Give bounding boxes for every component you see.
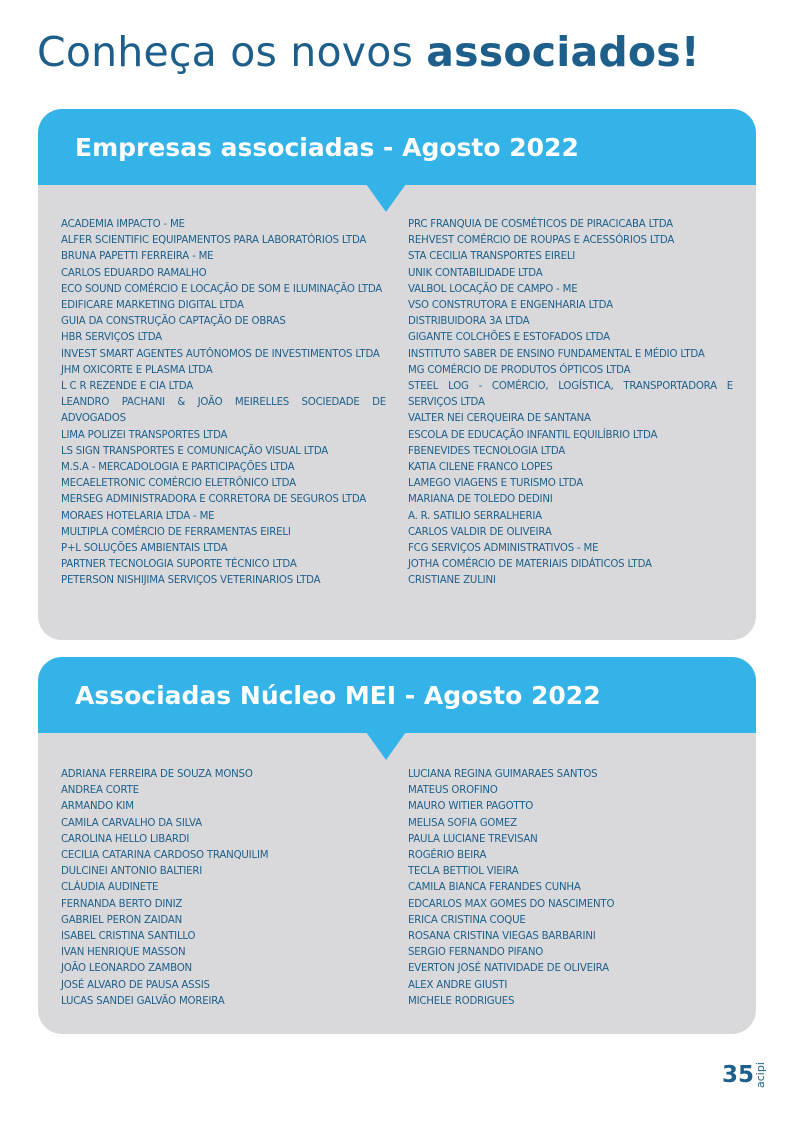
list-item: CAMILA BIANCA FERANDES CUNHA: [408, 882, 581, 894]
list-item: MAURO WITIER PAGOTTO: [408, 801, 534, 813]
list-item: DISTRIBUIDORA 3A LTDA: [408, 316, 530, 328]
list-item: P+L SOLUÇÕES AMBIENTAIS LTDA: [61, 543, 228, 555]
list-item: CAMILA CARVALHO DA SILVA: [61, 817, 202, 829]
list-item: HBR SERVIÇOS LTDA: [61, 332, 162, 344]
list-item: JOTHA COMÉRCIO DE MATERIAIS DIDÁTICOS LTDA: [408, 559, 652, 571]
list-item: MERSEG ADMINISTRADORA E CORRETORA DE SEGUROS LTDA: [61, 494, 367, 506]
list-item: LAMEGO VIAGENS E TURISMO LTDA: [408, 478, 583, 490]
list-item: LS SIGN TRANSPORTES E COMUNICAÇÃO VISUAL LTDA: [61, 445, 329, 457]
list-item: EDCARLOS MAX GOMES DO NASCIMENTO: [408, 898, 615, 910]
list-item: CLÁUDIA AUDINETE: [61, 882, 159, 894]
list-item: JOÃO LEONARDO ZAMBON: [61, 963, 192, 975]
list-item: VALBOL LOCAÇÃO DE CAMPO - ME: [408, 283, 578, 295]
list-item: ISABEL CRISTINA SANTILLO: [61, 931, 196, 943]
list-item: FBENEVIDES TECNOLOGIA LTDA: [408, 445, 566, 457]
list-item: INVEST SMART AGENTES AUTÔNOMOS DE INVESTIMENTOS LTDA: [61, 348, 380, 360]
list-item: MULTIPLA COMÉRCIO DE FERRAMENTAS EIRELI: [61, 526, 291, 538]
list-item: ACADEMIA IMPACTO - ME: [61, 219, 185, 230]
section-header: [38, 657, 756, 733]
list-item: EVERTON JOSÉ NATIVIDADE DE OLIVEIRA: [408, 963, 609, 975]
empresas-associadas-section: [38, 109, 756, 640]
section-header: [38, 109, 756, 185]
list-item: KATIA CILENE FRANCO LOPES: [408, 462, 553, 474]
list-item: GUIA DA CONSTRUÇÃO CAPTAÇÃO DE OBRAS: [61, 316, 286, 328]
company-list-left: [61, 217, 386, 590]
list-item: JHM OXICORTE E PLASMA LTDA: [61, 364, 213, 376]
list-item: PAULA LUCIANE TREVISAN: [408, 833, 538, 845]
list-item: LUCAS SANDEI GALVÃO MOREIRA: [61, 995, 225, 1007]
list-item: PRC FRANQUIA DE COSMÉTICOS DE PIRACICABA LTDA: [408, 219, 673, 230]
list-item: CRISTIANE ZULINI: [408, 575, 496, 587]
list-item: BRUNA PAPETTI FERREIRA - ME: [61, 251, 214, 263]
header-pointer-arrow: [366, 184, 406, 212]
list-item: CARLOS EDUARDO RAMALHO: [61, 267, 207, 279]
list-item: A. R. SATILIO SERRALHERIA: [408, 510, 542, 522]
list-item: MORAES HOTELARIA LTDA - ME: [61, 510, 215, 522]
list-item: IVAN HENRIQUE MASSON: [61, 947, 186, 959]
list-item: MARIANA DE TOLEDO DEDINI: [408, 494, 553, 506]
list-item: ERICA CRISTINA COQUE: [408, 914, 526, 926]
list-item: PETERSON NISHIJIMA SERVIÇOS VETERINARIOS LTDA: [61, 575, 321, 587]
list-item: ECO SOUND COMÉRCIO E LOCAÇÃO DE SOM E ILUMINAÇÃO LTDA: [61, 283, 383, 295]
list-item: FERNANDA BERTO DINIZ: [61, 898, 183, 910]
company-list-right: [408, 217, 733, 590]
list-item: STEEL LOG - COMÉRCIO, LOGÍSTICA, TRANSPORTADORA E SERVIÇOS LTDA: [408, 381, 733, 409]
list-item: CARLOS VALDIR DE OLIVEIRA: [408, 526, 552, 538]
list-item: SERGIO FERNANDO PIFANO: [408, 947, 544, 959]
list-item: EDIFICARE MARKETING DIGITAL LTDA: [61, 300, 244, 312]
list-item: MG COMÉRCIO DE PRODUTOS ÓPTICOS LTDA: [408, 364, 631, 376]
list-item: FCG SERVIÇOS ADMINISTRATIVOS - ME: [408, 543, 599, 555]
list-item: INSTITUTO SABER DE ENSINO FUNDAMENTAL E MÉDIO LTDA: [408, 348, 705, 360]
list-item: ALEX ANDRE GIUSTI: [408, 979, 508, 991]
list-item: M.S.A - MERCADOLOGIA E PARTICIPAÇÕES LTDA: [61, 462, 295, 474]
list-item: ROSANA CRISTINA VIEGAS BARBARINI: [408, 931, 596, 943]
list-item: MICHELE RODRIGUES: [408, 995, 515, 1007]
list-item: REHVEST COMÉRCIO DE ROUPAS E ACESSÓRIOS LTDA: [408, 235, 675, 247]
list-item: LEANDRO PACHANI & JOÃO MEIRELLES SOCIEDADE DE ADVOGADOS: [61, 397, 386, 425]
list-item: ANDREA CORTE: [61, 785, 139, 797]
header-pointer-arrow: [366, 732, 406, 760]
section-title: Empresas associadas - Agosto 2022: [75, 133, 579, 162]
list-item: VALTER NEI CERQUEIRA DE SANTANA: [408, 413, 591, 425]
list-item: TECLA BETTIOL VIEIRA: [408, 866, 519, 878]
list-item: DULCINEI ANTONIO BALTIERI: [61, 866, 203, 878]
list-item: MECAELETRONIC COMÉRCIO ELETRÔNICO LTDA: [61, 478, 296, 490]
list-item: STA CECILIA TRANSPORTES EIRELI: [408, 251, 576, 263]
list-item: PARTNER TECNOLOGIA SUPORTE TÉCNICO LTDA: [61, 559, 297, 571]
list-item: MELISA SOFIA GOMEZ: [408, 817, 517, 829]
list-item: ESCOLA DE EDUCAÇÃO INFANTIL EQUILÍBRIO LTDA: [408, 429, 658, 441]
nucleo-mei-section: [38, 657, 756, 1034]
member-list-left: [61, 767, 386, 1010]
member-list-right: [408, 767, 733, 1010]
list-item: L C R REZENDE E CIA LTDA: [61, 381, 193, 393]
list-item: JOSÉ ALVARO DE PAUSA ASSIS: [61, 979, 210, 991]
list-item: LUCIANA REGINA GUIMARAES SANTOS: [408, 769, 598, 780]
list-item: ADRIANA FERREIRA DE SOUZA MONSO: [61, 769, 253, 780]
list-item: UNIK CONTABILIDADE LTDA: [408, 267, 543, 279]
page-number: 35: [722, 1062, 755, 1088]
page-title-bold: associados!: [426, 28, 700, 76]
page-title-regular: Conheça os novos: [37, 28, 427, 76]
list-item: VSO CONSTRUTORA E ENGENHARIA LTDA: [408, 300, 613, 312]
list-item: ALFER SCIENTIFIC EQUIPAMENTOS PARA LABORATÓRIOS LTDA: [61, 235, 367, 247]
list-item: GIGANTE COLCHÕES E ESTOFADOS LTDA: [408, 332, 610, 344]
list-item: CECILIA CATARINA CARDOSO TRANQUILIM: [61, 850, 269, 862]
list-item: LIMA POLIZEI TRANSPORTES LTDA: [61, 429, 228, 441]
page-title: [37, 28, 700, 76]
list-item: CAROLINA HELLO LIBARDI: [61, 833, 190, 845]
brand-logo-text: acipi: [754, 1062, 767, 1088]
section-title: Associadas Núcleo MEI - Agosto 2022: [75, 681, 601, 710]
list-item: MATEUS OROFINO: [408, 785, 498, 797]
list-item: ARMANDO KIM: [61, 801, 134, 813]
list-item: GABRIEL PERON ZAIDAN: [61, 914, 183, 926]
list-item: ROGÉRIO BEIRA: [408, 850, 487, 862]
